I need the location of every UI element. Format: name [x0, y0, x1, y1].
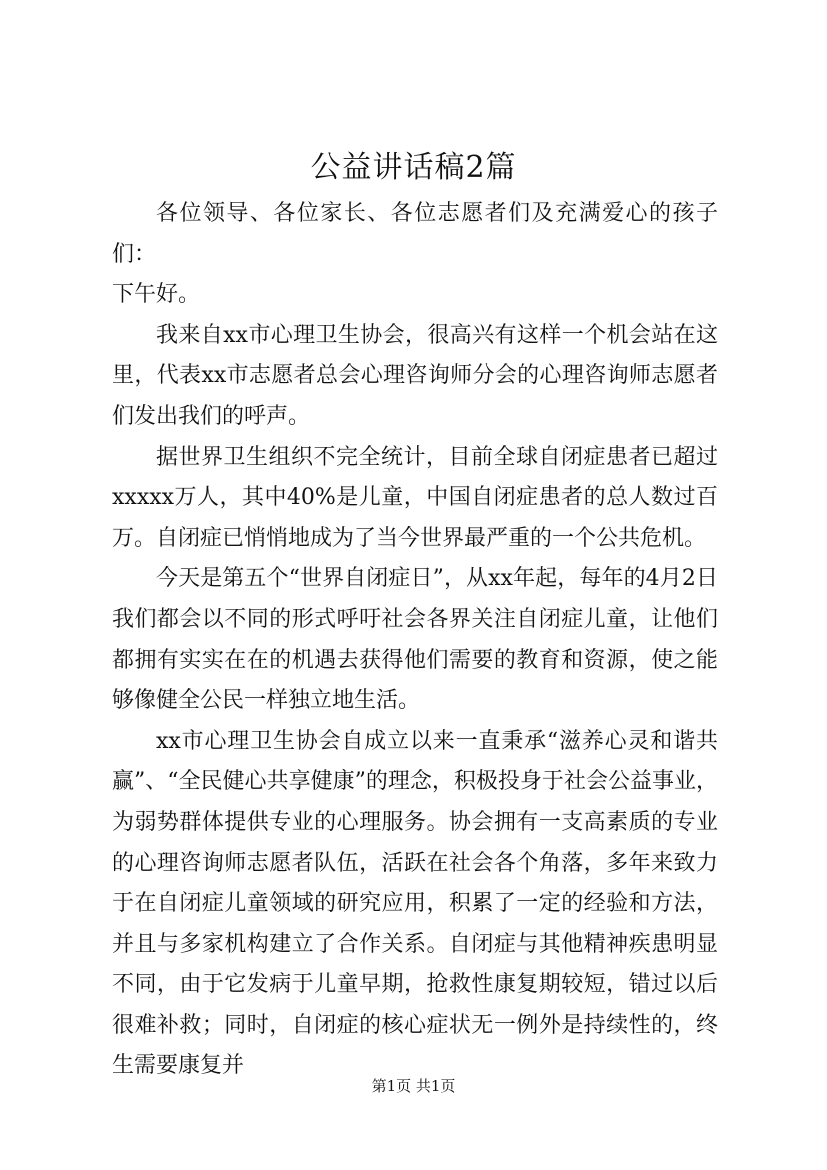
paragraph-salutation: 各位领导、各位家长、各位志愿者们及充满爱心的孩子们： [112, 201, 718, 267]
paragraph-greeting: 下午好。 [112, 282, 201, 308]
paragraph-introduction: 我来自xx市心理卫生协会，很高兴有这样一个机会站在这里，代表xx市志愿者总会心理咨询师分会的心理咨询师志愿者们发出我们的呼声。 [112, 322, 718, 429]
document-body [112, 194, 718, 1087]
paragraph-autism-day: 今天是第五个“世界自闭症日”，从xx年起，每年的4月2日我们都会以不同的形式呼吁社会各界关注自闭症儿童，让他们都拥有实实在在的机遇去获得他们需要的教育和资源，使之能够像健全公民一样独立地生活。 [112, 566, 718, 714]
document-title: 公益讲话稿2篇 [310, 150, 517, 185]
paragraph-statistics: 据世界卫生组织不完全统计，目前全球自闭症患者已超过xxxxx万人，其中40%是儿童，中国自闭症患者的总人数过百万。自闭症已悄悄地成为了当今世界最严重的一个公共危机。 [112, 444, 718, 551]
page-footer: 第1页 共1页 [371, 1077, 456, 1095]
paragraph-association: xx市心理卫生协会自成立以来一直秉承“滋养心灵和谐共赢”、“全民健心共享健康”的理念，积极投身于社会公益事业，为弱势群体提供专业的心理服务。协会拥有一支高素质的专业的心理咨询师志愿者队伍，活跃在社会各个角落，多年来致力于在自闭症儿童领域的研究应用，积累了一定的经验和方法，并且与多家机构建立了合作关系。自闭症与其他精神疾患明显不同，由于它发病于儿童早期，抢救性康复期较短，错过以后很难补救；同时，自闭症的核心症状无一例外是持续性的，终生需要康复并 [112, 728, 718, 1079]
